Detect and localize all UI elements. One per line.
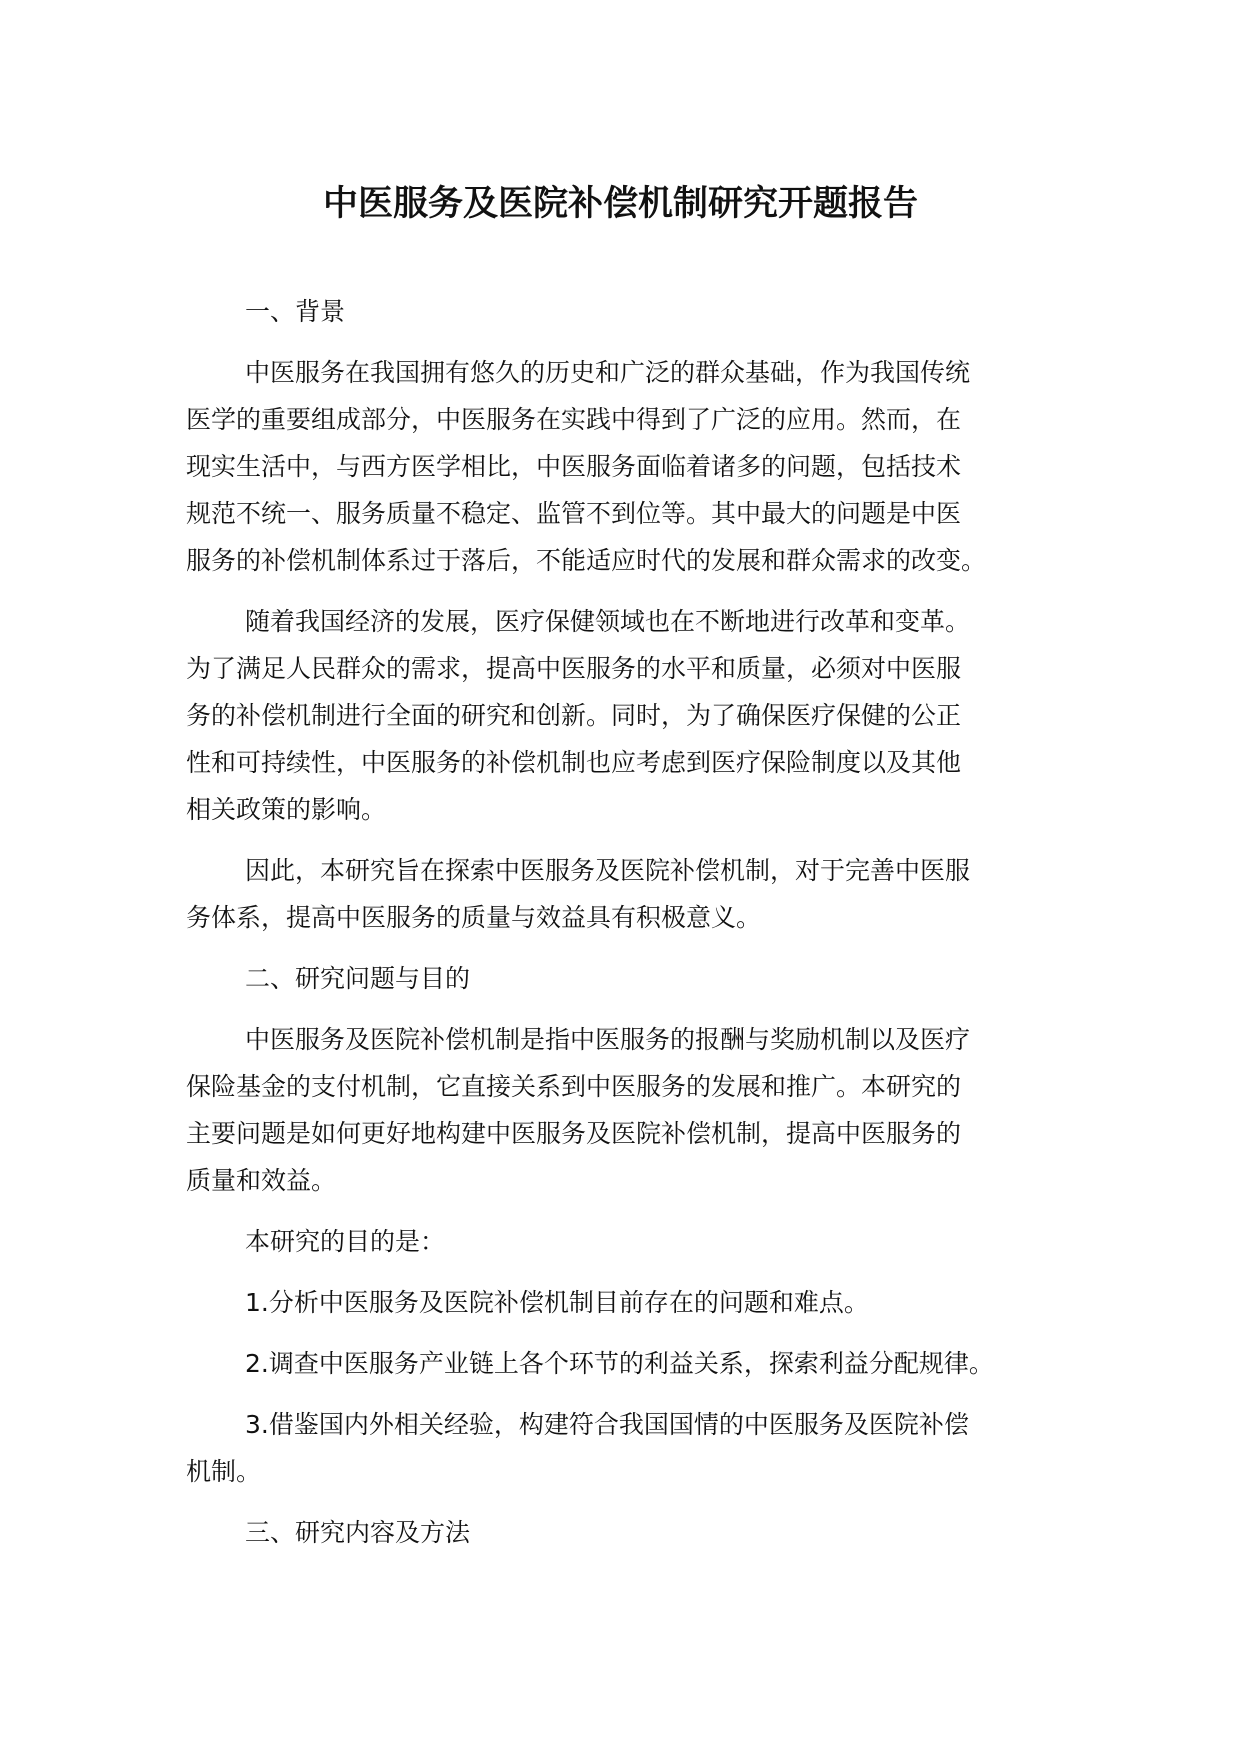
text-line: 质量和效益。: [186, 1166, 337, 1195]
text-line: 主要问题是如何更好地构建中医服务及医院补偿机制，提高中医服务的: [186, 1119, 962, 1148]
text-line: 现实生活中，与西方医学相比，中医服务面临着诸多的问题，包括技术: [186, 452, 962, 481]
text-line: 医学的重要组成部分，中医服务在实践中得到了广泛的应用。然而，在: [186, 405, 962, 434]
paragraph: [186, 1401, 969, 1495]
text-line: 2.调查中医服务产业链上各个环节的利益关系，探索利益分配规律。: [245, 1349, 994, 1378]
text-line: 服务的补偿机制体系过于落后，不能适应时代的发展和群众需求的改变。: [186, 546, 987, 575]
paragraph: [186, 1016, 970, 1204]
text-line: 规范不统一、服务质量不稳定、监管不到位等。其中最大的问题是中医: [186, 499, 962, 528]
text-line: 中医服务及医院补偿机制是指中医服务的报酬与奖励机制以及医疗: [245, 1025, 971, 1054]
text-line: 3.借鉴国内外相关经验，构建符合我国国情的中医服务及医院补偿: [245, 1410, 969, 1439]
section-heading: [186, 288, 345, 335]
paragraph: [186, 349, 986, 584]
document-title: 中医服务及医院补偿机制研究开题报告: [322, 184, 918, 224]
paragraph: [186, 598, 970, 833]
paragraph: [186, 1218, 445, 1265]
paragraph: [186, 1340, 994, 1387]
text-line: 因此，本研究旨在探索中医服务及医院补偿机制，对于完善中医服: [245, 856, 971, 885]
text-line: 务的补偿机制进行全面的研究和创新。同时，为了确保医疗保健的公正: [186, 701, 962, 730]
text-line: 为了满足人民群众的需求，提高中医服务的水平和质量，必须对中医服: [186, 654, 962, 683]
text-line: 相关政策的影响。: [186, 795, 387, 824]
text-line: 三、研究内容及方法: [245, 1518, 471, 1547]
section-heading: [186, 955, 470, 1002]
text-line: 性和可持续性，中医服务的补偿机制也应考虑到医疗保险制度以及其他: [186, 748, 962, 777]
text-line: 本研究的目的是：: [245, 1227, 446, 1256]
text-line: 保险基金的支付机制，它直接关系到中医服务的发展和推广。本研究的: [186, 1072, 962, 1101]
paragraph: [186, 1279, 869, 1326]
text-line: 二、研究问题与目的: [245, 964, 471, 993]
text-line: 随着我国经济的发展，医疗保健领域也在不断地进行改革和变革。: [245, 607, 971, 636]
text-line: 一、背景: [245, 297, 346, 326]
text-line: 中医服务在我国拥有悠久的历史和广泛的群众基础，作为我国传统: [245, 358, 971, 387]
paragraph: [186, 847, 970, 941]
text-line: 机制。: [186, 1457, 262, 1486]
text-line: 1.分析中医服务及医院补偿机制目前存在的问题和难点。: [245, 1288, 869, 1317]
section-heading: [186, 1509, 470, 1556]
text-line: 务体系，提高中医服务的质量与效益具有积极意义。: [186, 903, 762, 932]
